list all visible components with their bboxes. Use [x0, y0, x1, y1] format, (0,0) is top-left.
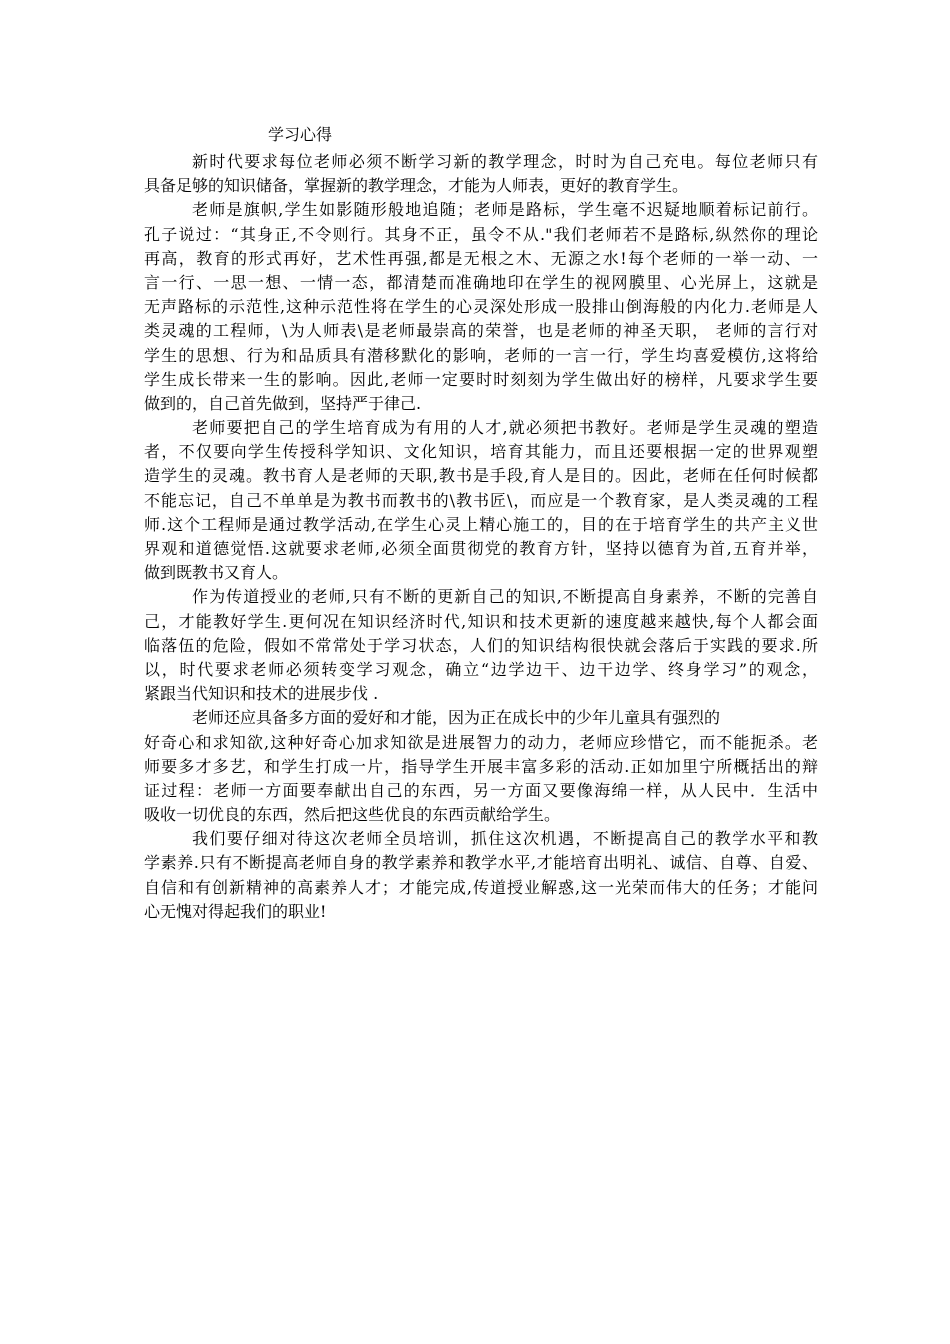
text-line: 临落伍的危险，假如不常常处于学习状态，人们的知识结构很快就会落后于实践的要求.所	[144, 635, 818, 655]
text-line: 我们要仔细对待这次老师全员培训，抓住这次机遇，不断提高自己的教学水平和教	[192, 829, 818, 849]
document-body	[144, 150, 818, 924]
text-line: 类灵魂的工程师，\为人师表\是老师最崇高的荣誉，也是老师的神圣天职， 老师的言行对	[144, 321, 818, 341]
text-line: 无声路标的示范性,这种示范性将在学生的心灵深处形成一股排山倒海般的内化力.老师是人	[144, 297, 818, 317]
text-line: 自信和有创新精神的高素养人才；才能完成,传道授业解惑,这一光荣而伟大的任务；才能问	[144, 877, 818, 897]
text-line: 师要多才多艺，和学生打成一片，指导学生开展丰富多彩的活动.正如加里宁所概括出的辩	[144, 756, 818, 776]
text-line: 证过程：老师一方面要奉献出自己的东西，另一方面又要像海绵一样，从人民中．生活中	[144, 780, 818, 800]
text-line: 紧跟当代知识和技术的进展步伐 .	[144, 684, 379, 704]
text-line: 师.这个工程师是通过教学活动,在学生心灵上精心施工的，目的在于培育学生的共产主义世	[144, 514, 818, 534]
text-line: 老师要把自己的学生培育成为有用的人才,就必须把书教好。老师是学生灵魂的塑造	[192, 418, 818, 438]
paragraph-6	[144, 827, 818, 924]
text-line: 造学生的灵魂。教书育人是老师的天职,教书是手段,育人是目的。因此，老师在任何时候都	[144, 466, 818, 486]
text-line: 做到的，自己首先做到，坚持严于律己.	[144, 393, 422, 413]
text-line: 再高，教育的形式再好，艺术性再强,都是无根之木、无源之水!每个老师的一举一动、一	[144, 248, 818, 268]
document-title: 学习心得	[268, 125, 333, 144]
paragraph-3	[144, 416, 818, 585]
text-line: 心无愧对得起我们的职业!	[144, 901, 327, 921]
text-line: 新时代要求每位老师必须不断学习新的教学理念，时时为自己充电。每位老师只有	[192, 152, 818, 171]
text-line: 老师是旗帜,学生如影随形般地追随；老师是路标，学生毫不迟疑地顺着标记前行。	[192, 200, 818, 220]
text-line: 老师还应具备多方面的爱好和才能，因为正在成长中的少年儿童具有强烈的	[192, 708, 721, 728]
paragraph-4	[144, 585, 818, 706]
text-line: 学素养.只有不断提高老师自身的教学素养和教学水平,才能培育出明礼、诚信、自尊、自爱、	[144, 853, 818, 873]
text-line: 好奇心和求知欲,这种好奇心加求知欲是进展智力的动力，老师应珍惜它，而不能扼杀。老	[144, 732, 818, 752]
text-line: 吸收一切优良的东西，然后把这些优良的东西贡献给学生。	[144, 805, 561, 825]
text-line: 学生成长带来一生的影响。因此,老师一定要时时刻刻为学生做出好的榜样，凡要求学生要	[144, 369, 818, 389]
text-line: 不能忘记，自己不单单是为教书而教书的\教书匠\，而应是一个教育家，是人类灵魂的工程	[144, 490, 818, 510]
text-line: 以，时代要求老师必须转变学习观念，确立“边学边干、边干边学、终身学习”的观念，	[144, 659, 818, 679]
text-line: 作为传道授业的老师,只有不断的更新自己的知识,不断提高自身素养，不断的完善自	[192, 587, 818, 607]
text-line: 己，才能教好学生.更何况在知识经济时代,知识和技术更新的速度越来越快,每个人都会面	[144, 611, 818, 631]
text-line: 学生的思想、行为和品质具有潜移默化的影响，老师的一言一行，学生均喜爱模仿,这将给	[144, 345, 818, 365]
text-line: 者，不仅要向学生传授科学知识、文化知识，培育其能力，而且还要根据一定的世界观塑	[144, 442, 818, 462]
text-line: 做到既教书又育人。	[144, 563, 289, 583]
paragraph-1	[144, 150, 818, 198]
paragraph-5	[144, 706, 818, 827]
text-line: 孔子说过：“其身正,不令则行。其身不正，虽令不从."我们老师若不是路标,纵然你的理论	[144, 224, 818, 244]
text-line: 具备足够的知识储备，掌握新的教学理念，才能为人师表，更好的教育学生。	[144, 176, 689, 196]
text-line: 界观和道德觉悟.这就要求老师,必须全面贯彻党的教育方针，坚持以德育为首,五育并举，	[144, 539, 818, 558]
text-line: 言一行、一思一想、一情一态，都清楚而准确地印在学生的视网膜里、心光屏上，这就是	[144, 272, 818, 292]
paragraph-2	[144, 198, 818, 416]
